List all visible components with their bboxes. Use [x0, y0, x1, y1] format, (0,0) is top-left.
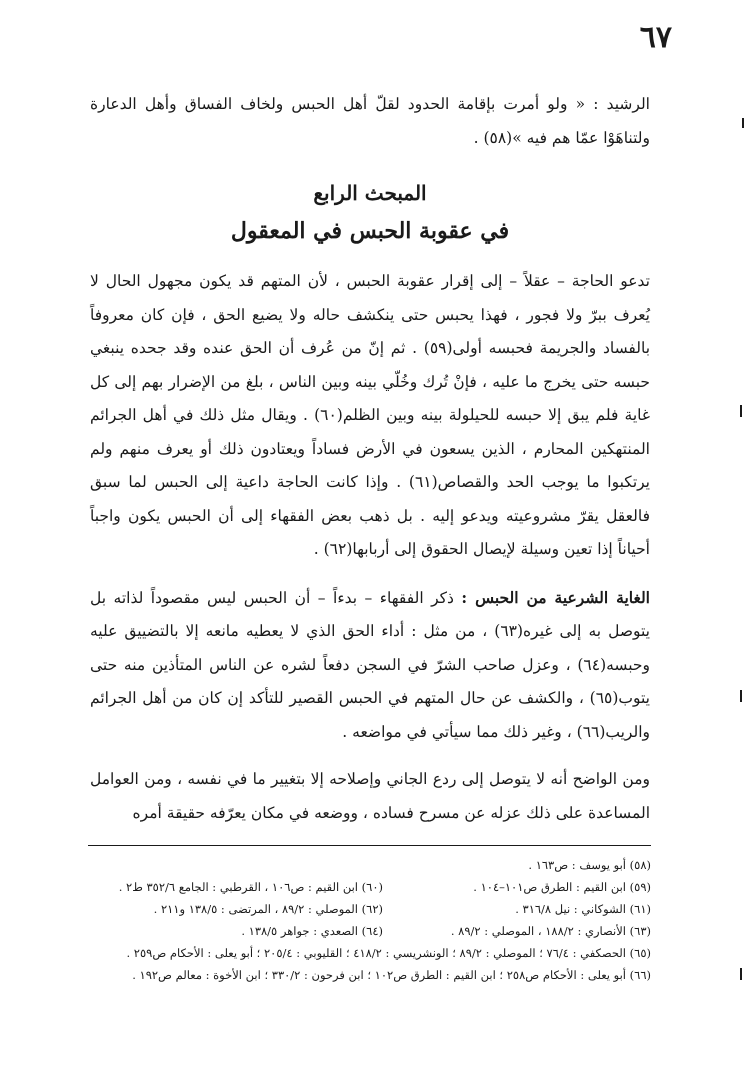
footnote-64: (٦٤) الصعدي : جواهر ١٣٨/٥ . [241, 924, 383, 938]
section-subtitle: في عقوبة الحبس في المعقول [230, 218, 510, 244]
footnote-62: (٦٢) الموصلي : ٨٩/٢ ، المرتضى : ١٣٨/٥ و٢١١ . [153, 902, 383, 916]
footnote-row [88, 942, 651, 964]
footnote-61: (٦١) الشوكاني : نيل ٣١٦/٨ . [515, 902, 651, 916]
main-text [90, 88, 650, 830]
footnote-63: (٦٣) الأنصاري : ١٨٨/٢ ، الموصلي : ٨٩/٢ . [450, 924, 651, 938]
footnote-66: (٦٦) أبو يعلى : الأحكام ص٢٥٨ ؛ ابن القيم : الطرق ص١٠٢ ؛ ابن فرحون : ٣٣٠/٢ ؛ ابن الأخوة : معالم ص١٩٢ . [132, 968, 651, 982]
paragraph-purpose-heading: الغاية الشرعية من الحبس : [461, 587, 650, 607]
footnote-row [88, 920, 651, 942]
footnotes [88, 845, 651, 986]
section-title: المبحث الرابع [313, 181, 427, 205]
footnote-row [88, 964, 651, 986]
footnote-60: (٦٠) ابن القيم : ص١٠٦ ، القرطبي : الجامع ٣٥٢/٦ ط٢ . [118, 880, 383, 894]
page-number: ٦٧ [639, 20, 672, 55]
footnote-row [88, 898, 651, 920]
scan-edge-mark [740, 405, 742, 417]
paragraph-deterrence: ومن الواضح أنه لا يتوصل إلى ردع الجاني وإصلاحه إلا بتغيير ما في نفسه ، ومن العوامل المساعدة على ذلك عزله عن مسرح فساده ، ووضعه في مكان يعرّفه حقيقة أمره [90, 770, 650, 822]
footnote-59: (٥٩) ابن القيم : الطرق ص١٠١–١٠٤ . [473, 880, 651, 894]
paragraph-purpose [90, 581, 650, 750]
intro-paragraph: الرشيد : « ولو أمرت بإقامة الحدود لقلّ أهل الحبس ولخاف الفساق وأهل الدعارة ولتناهَوْا عمّا هم فيه »(٥٨) . [90, 95, 650, 147]
scan-edge-mark [740, 968, 742, 980]
footnote-row [88, 854, 651, 876]
footnote-65: (٦٥) الحصكفي : ٧٦/٤ ؛ الموصلي : ٨٩/٢ ؛ الونشريسي : ٤١٨/٢ ؛ القليوبي : ٢٠٥/٤ ؛ أبو يعلى : الأحكام ص٢٥٩ . [126, 946, 651, 960]
scan-edge-mark [740, 690, 742, 702]
footnote-58: (٥٨) أبو يوسف : ص١٦٣ . [528, 858, 651, 872]
paragraph-reasoning: تدعو الحاجة – عقلاً – إلى إقرار عقوبة الحبس ، لأن المتهم قد يكون مجهول الحال لا يُعرف ببرّ ولا فجور ، فهذا يحبس حتى ينكشف حاله ولا يضيع الحق ، فإن كان معروفاً بالفساد والجريمة فحبسه أولى(٥٩) . ثم إنّ من عُرف أن الحق عنده وقد جحده ينبغي حبسه حتى يخرج ما عليه ، فإنْ تُرك وخُلّي بينه وبين الناس ، بلغ من الإضرار بهم إلى كل غاية فلم يبق إلا حبسه للحيلولة بينه وبين الظلم(٦٠) . ويقال مثل ذلك في أهل الجرائم المنتهكين المحارم ، الذين يسعون في الأرض فساداً ويعتادون ذلك أو يعرف منهم ولم يرتكبوا ما يوجب الحد والقصاص(٦١) . وإذا كانت الحاجة داعية إلى الحبس لما سبق فالعقل يقرّ مشروعيته ويدعو إليه . بل ذهب بعض الفقهاء إلى أن الحبس يكون واجباً أحياناً إذا تعين وسيلة لإيصال الحقوق إلى أربابها(٦٢) . [90, 272, 651, 558]
paragraph-purpose-text: ذكر الفقهاء – بدءاً – أن الحبس ليس مقصوداً لذاته بل يتوصل به إلى غيره(٦٣) ، من مثل : أداء الحق الذي لا يعطيه مانعه إلا بالتضييق عليه وحبسه(٦٤) ، وعزل صاحب الشرّ في السجن دفعاً لشره عن الناس المتأذين منه حتى يتوب(٦٥) ، والكشف عن حال المتهم في الحبس القصير للتأكد إن كان من أهل الجرائم والريب(٦٦) ، وغير ذلك مما سيأتي في مواضعه . [90, 588, 650, 741]
footnote-row [88, 876, 651, 898]
